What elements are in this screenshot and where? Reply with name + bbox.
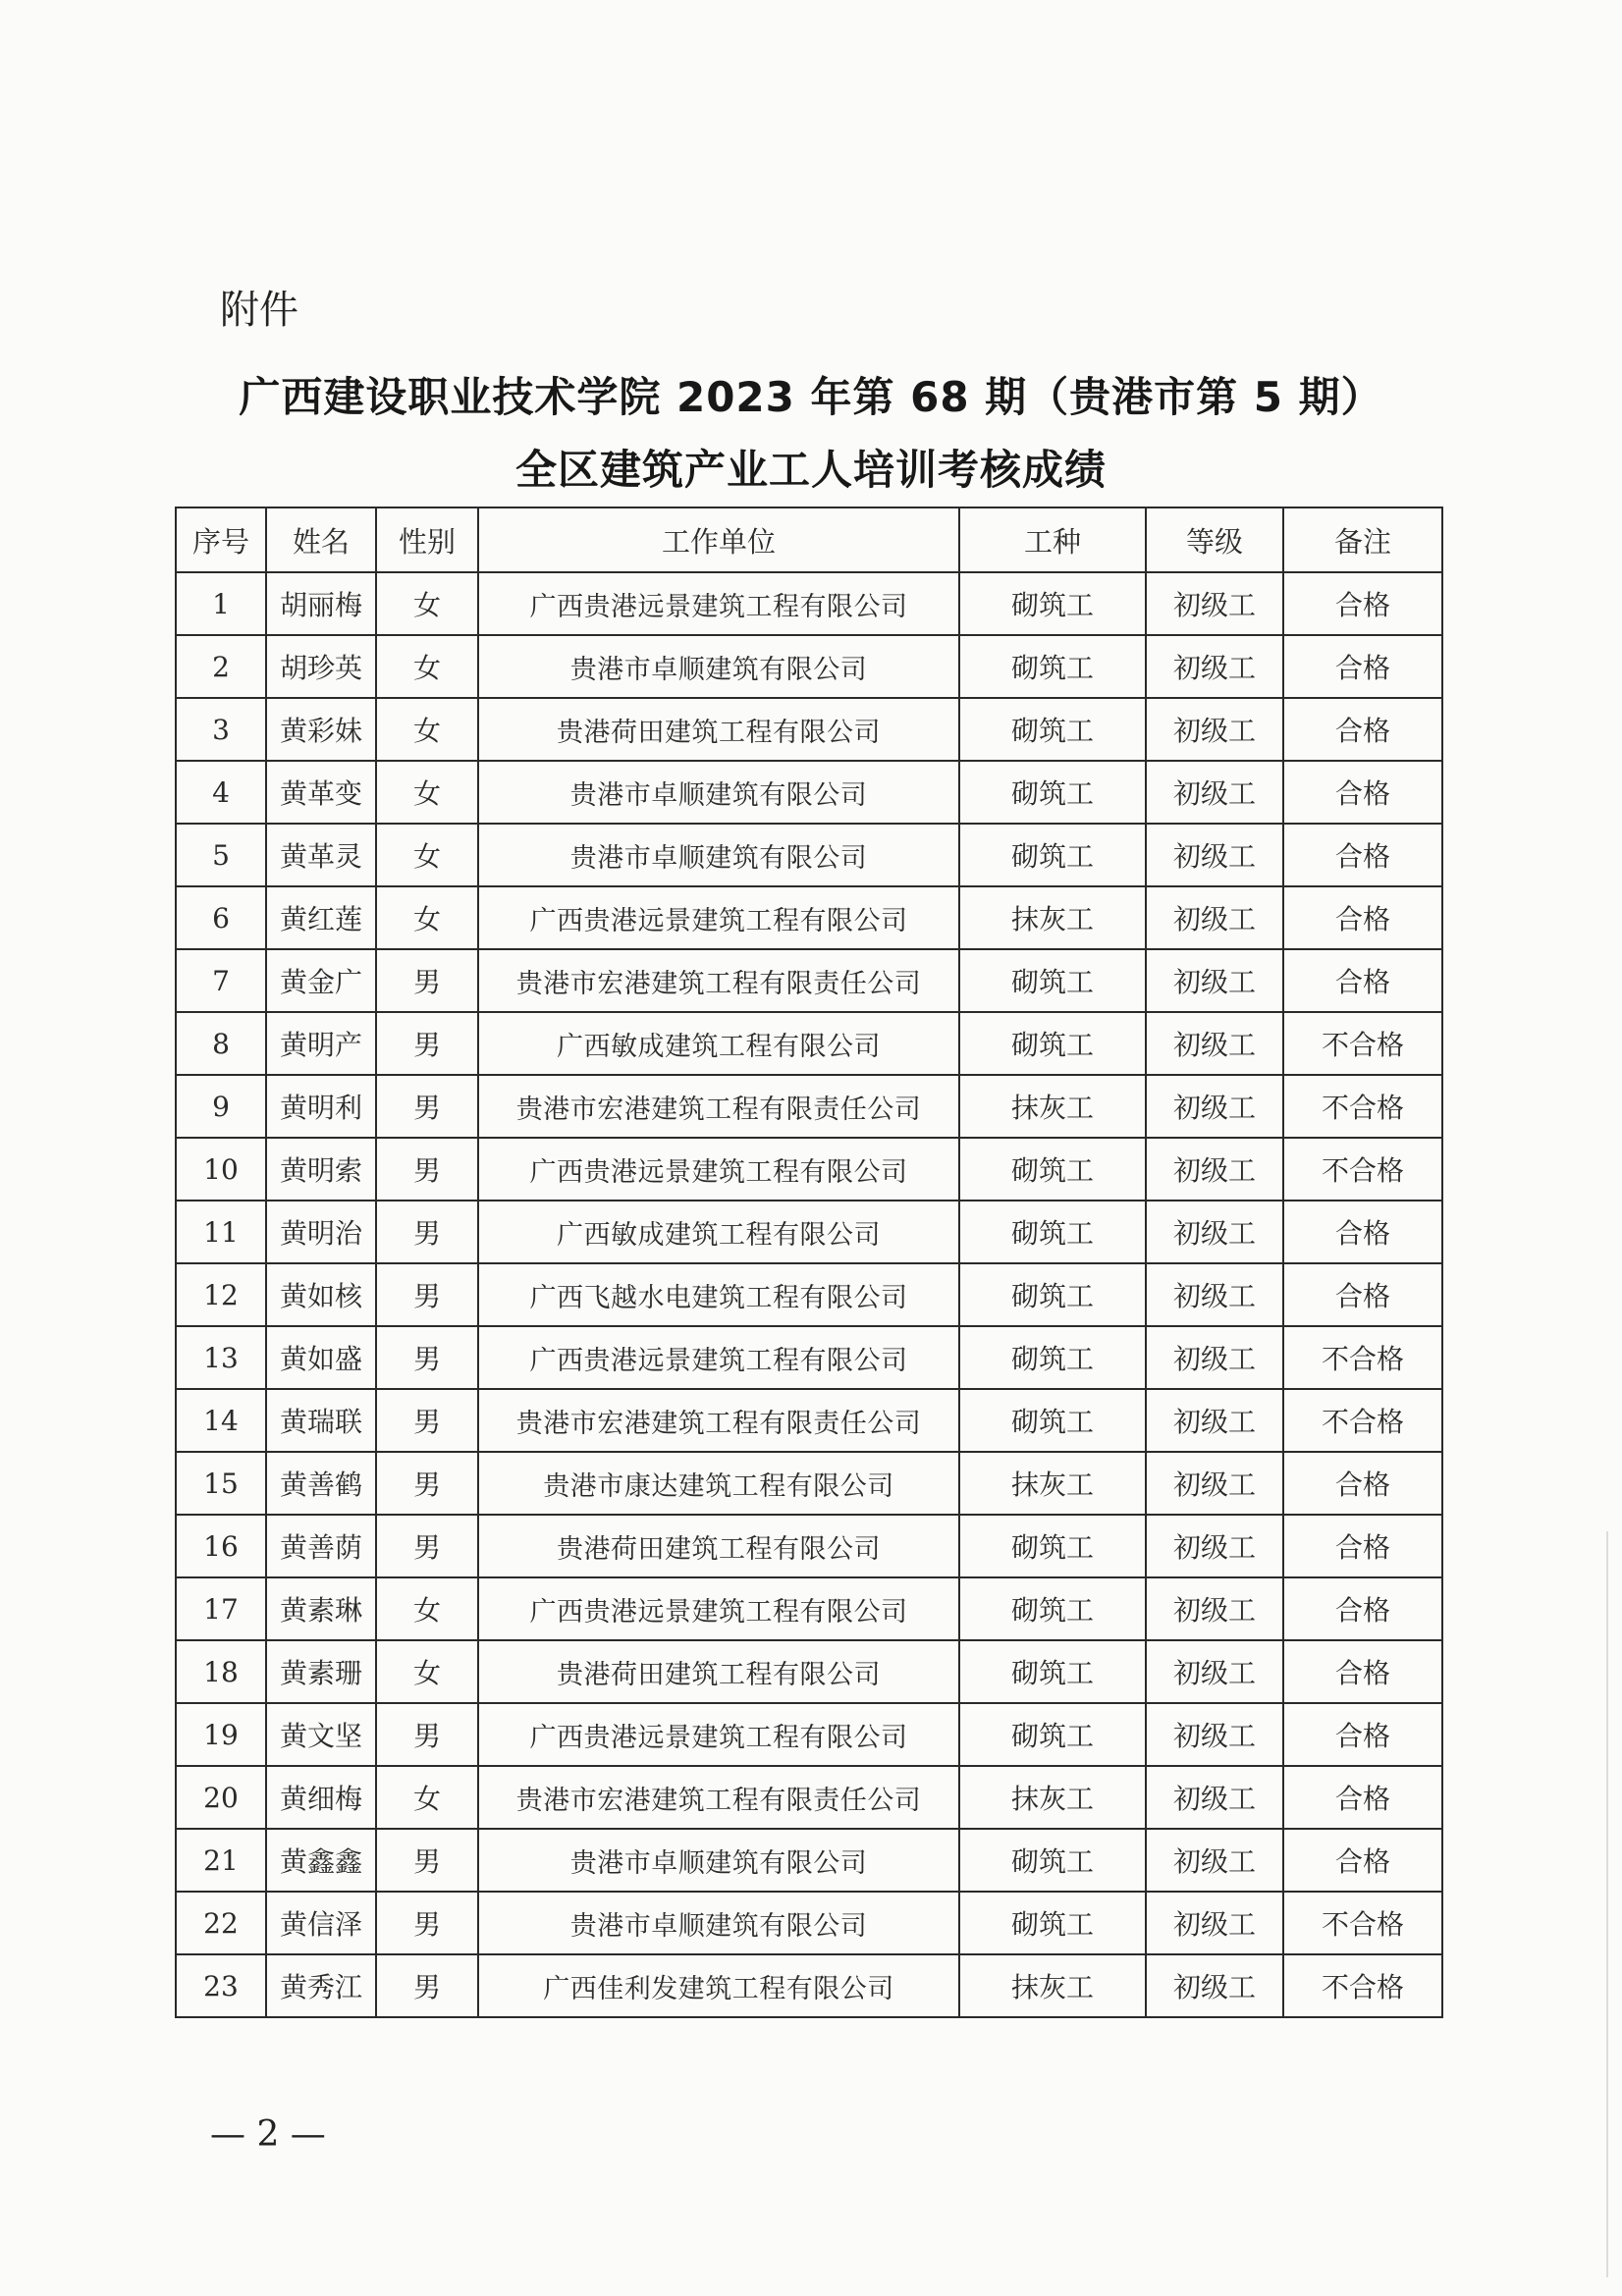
cell-work-unit: 贵港市宏港建筑工程有限责任公司 <box>478 1766 959 1829</box>
cell-index: 23 <box>176 1954 266 2017</box>
table-body <box>176 572 1442 2017</box>
cell-name: 黄革灵 <box>266 824 376 886</box>
cell-level: 初级工 <box>1146 1452 1283 1515</box>
table-row <box>176 1766 1442 1829</box>
cell-remark: 不合格 <box>1283 1389 1442 1452</box>
cell-level: 初级工 <box>1146 1075 1283 1138</box>
score-table <box>175 507 1443 2018</box>
table-row <box>176 1515 1442 1577</box>
cell-level: 初级工 <box>1146 761 1283 824</box>
cell-gender: 男 <box>376 1012 478 1075</box>
cell-remark: 合格 <box>1283 1201 1442 1263</box>
cell-work-unit: 贵港市宏港建筑工程有限责任公司 <box>478 949 959 1012</box>
cell-gender: 男 <box>376 1515 478 1577</box>
cell-level: 初级工 <box>1146 1326 1283 1389</box>
cell-remark: 合格 <box>1283 1515 1442 1577</box>
cell-gender: 男 <box>376 1829 478 1892</box>
cell-name: 胡丽梅 <box>266 572 376 635</box>
cell-work-unit: 贵港荷田建筑工程有限公司 <box>478 1515 959 1577</box>
cell-trade: 砌筑工 <box>959 1263 1146 1326</box>
cell-gender: 男 <box>376 1201 478 1263</box>
table-header-row <box>176 507 1442 572</box>
cell-name: 黄如盛 <box>266 1326 376 1389</box>
cell-trade: 砌筑工 <box>959 1138 1146 1201</box>
cell-index: 19 <box>176 1703 266 1766</box>
cell-trade: 抹灰工 <box>959 1452 1146 1515</box>
table-row <box>176 1138 1442 1201</box>
cell-remark: 合格 <box>1283 635 1442 698</box>
cell-gender: 男 <box>376 949 478 1012</box>
cell-trade: 抹灰工 <box>959 1766 1146 1829</box>
cell-gender: 女 <box>376 1577 478 1640</box>
table-row <box>176 1012 1442 1075</box>
cell-gender: 男 <box>376 1954 478 2017</box>
cell-level: 初级工 <box>1146 1201 1283 1263</box>
cell-trade: 砌筑工 <box>959 1640 1146 1703</box>
cell-gender: 女 <box>376 824 478 886</box>
cell-work-unit: 贵港荷田建筑工程有限公司 <box>478 698 959 761</box>
cell-index: 16 <box>176 1515 266 1577</box>
cell-gender: 男 <box>376 1703 478 1766</box>
cell-remark: 合格 <box>1283 886 1442 949</box>
cell-index: 9 <box>176 1075 266 1138</box>
table-row <box>176 1263 1442 1326</box>
cell-gender: 女 <box>376 572 478 635</box>
cell-name: 黄红莲 <box>266 886 376 949</box>
cell-gender: 女 <box>376 698 478 761</box>
table-row <box>176 1892 1442 1954</box>
cell-name: 黄明索 <box>266 1138 376 1201</box>
cell-work-unit: 贵港市康达建筑工程有限公司 <box>478 1452 959 1515</box>
cell-level: 初级工 <box>1146 886 1283 949</box>
cell-name: 黄如核 <box>266 1263 376 1326</box>
cell-remark: 合格 <box>1283 572 1442 635</box>
cell-level: 初级工 <box>1146 635 1283 698</box>
cell-index: 10 <box>176 1138 266 1201</box>
cell-work-unit: 贵港市宏港建筑工程有限责任公司 <box>478 1075 959 1138</box>
table-row <box>176 824 1442 886</box>
cell-trade: 砌筑工 <box>959 1892 1146 1954</box>
cell-gender: 女 <box>376 1640 478 1703</box>
cell-name: 黄革变 <box>266 761 376 824</box>
cell-trade: 砌筑工 <box>959 1389 1146 1452</box>
cell-gender: 男 <box>376 1075 478 1138</box>
cell-level: 初级工 <box>1146 1012 1283 1075</box>
cell-level: 初级工 <box>1146 1829 1283 1892</box>
cell-trade: 砌筑工 <box>959 949 1146 1012</box>
cell-name: 黄彩妹 <box>266 698 376 761</box>
cell-remark: 不合格 <box>1283 1138 1442 1201</box>
cell-index: 14 <box>176 1389 266 1452</box>
table-row <box>176 949 1442 1012</box>
cell-trade: 砌筑工 <box>959 761 1146 824</box>
cell-name: 黄善鹤 <box>266 1452 376 1515</box>
cell-gender: 女 <box>376 1766 478 1829</box>
cell-remark: 合格 <box>1283 698 1442 761</box>
cell-name: 胡珍英 <box>266 635 376 698</box>
cell-trade: 砌筑工 <box>959 1326 1146 1389</box>
cell-name: 黄善荫 <box>266 1515 376 1577</box>
cell-work-unit: 广西佳利发建筑工程有限公司 <box>478 1954 959 2017</box>
cell-name: 黄秀江 <box>266 1954 376 2017</box>
document-title-line1: 广西建设职业技术学院 2023 年第 68 期（贵港市第 5 期） <box>239 373 1383 421</box>
cell-remark: 不合格 <box>1283 1075 1442 1138</box>
cell-work-unit: 广西飞越水电建筑工程有限公司 <box>478 1263 959 1326</box>
cell-level: 初级工 <box>1146 1389 1283 1452</box>
cell-work-unit: 贵港市宏港建筑工程有限责任公司 <box>478 1389 959 1452</box>
cell-index: 7 <box>176 949 266 1012</box>
cell-remark: 合格 <box>1283 761 1442 824</box>
header-remark: 备注 <box>1283 507 1442 572</box>
cell-remark: 合格 <box>1283 949 1442 1012</box>
cell-level: 初级工 <box>1146 698 1283 761</box>
cell-index: 6 <box>176 886 266 949</box>
table-row <box>176 1201 1442 1263</box>
cell-work-unit: 贵港市卓顺建筑有限公司 <box>478 824 959 886</box>
cell-name: 黄鑫鑫 <box>266 1829 376 1892</box>
cell-remark: 不合格 <box>1283 1892 1442 1954</box>
cell-index: 4 <box>176 761 266 824</box>
table-row <box>176 1075 1442 1138</box>
cell-trade: 砌筑工 <box>959 1829 1146 1892</box>
cell-name: 黄信泽 <box>266 1892 376 1954</box>
table-row <box>176 761 1442 824</box>
cell-remark: 合格 <box>1283 1640 1442 1703</box>
cell-index: 3 <box>176 698 266 761</box>
cell-name: 黄素琳 <box>266 1577 376 1640</box>
cell-level: 初级工 <box>1146 1577 1283 1640</box>
table-row <box>176 1577 1442 1640</box>
cell-remark: 不合格 <box>1283 1326 1442 1389</box>
cell-level: 初级工 <box>1146 1766 1283 1829</box>
header-index: 序号 <box>176 507 266 572</box>
cell-remark: 合格 <box>1283 1452 1442 1515</box>
table-row <box>176 1326 1442 1389</box>
header-gender: 性别 <box>376 507 478 572</box>
cell-index: 21 <box>176 1829 266 1892</box>
cell-trade: 砌筑工 <box>959 635 1146 698</box>
cell-work-unit: 贵港市卓顺建筑有限公司 <box>478 635 959 698</box>
scan-edge-line <box>1606 1531 1608 2277</box>
cell-work-unit: 广西贵港远景建筑工程有限公司 <box>478 1703 959 1766</box>
table-row <box>176 1954 1442 2017</box>
cell-index: 20 <box>176 1766 266 1829</box>
cell-work-unit: 贵港市卓顺建筑有限公司 <box>478 1829 959 1892</box>
cell-level: 初级工 <box>1146 572 1283 635</box>
document-title-line2: 全区建筑产业工人培训考核成绩 <box>514 446 1107 494</box>
cell-trade: 砌筑工 <box>959 1515 1146 1577</box>
cell-work-unit: 广西贵港远景建筑工程有限公司 <box>478 572 959 635</box>
cell-remark: 合格 <box>1283 1703 1442 1766</box>
cell-level: 初级工 <box>1146 1703 1283 1766</box>
page-number: — 2 — <box>210 2114 326 2155</box>
cell-remark: 不合格 <box>1283 1012 1442 1075</box>
cell-work-unit: 广西贵港远景建筑工程有限公司 <box>478 886 959 949</box>
cell-work-unit: 广西贵港远景建筑工程有限公司 <box>478 1577 959 1640</box>
cell-remark: 合格 <box>1283 1766 1442 1829</box>
cell-index: 11 <box>176 1201 266 1263</box>
cell-gender: 男 <box>376 1138 478 1201</box>
cell-index: 17 <box>176 1577 266 1640</box>
cell-index: 22 <box>176 1892 266 1954</box>
table-row <box>176 1703 1442 1766</box>
cell-remark: 合格 <box>1283 1577 1442 1640</box>
cell-index: 15 <box>176 1452 266 1515</box>
cell-work-unit: 贵港市卓顺建筑有限公司 <box>478 761 959 824</box>
cell-trade: 砌筑工 <box>959 1703 1146 1766</box>
cell-level: 初级工 <box>1146 949 1283 1012</box>
cell-name: 黄细梅 <box>266 1766 376 1829</box>
header-trade: 工种 <box>959 507 1146 572</box>
table-row <box>176 1389 1442 1452</box>
cell-name: 黄金广 <box>266 949 376 1012</box>
cell-trade: 砌筑工 <box>959 698 1146 761</box>
cell-work-unit: 广西贵港远景建筑工程有限公司 <box>478 1138 959 1201</box>
cell-index: 12 <box>176 1263 266 1326</box>
cell-name: 黄明产 <box>266 1012 376 1075</box>
header-name: 姓名 <box>266 507 376 572</box>
cell-remark: 合格 <box>1283 824 1442 886</box>
attachment-label: 附件 <box>220 288 298 333</box>
cell-trade: 抹灰工 <box>959 886 1146 949</box>
cell-work-unit: 贵港荷田建筑工程有限公司 <box>478 1640 959 1703</box>
cell-index: 8 <box>176 1012 266 1075</box>
cell-index: 5 <box>176 824 266 886</box>
cell-gender: 男 <box>376 1263 478 1326</box>
cell-trade: 砌筑工 <box>959 572 1146 635</box>
cell-gender: 男 <box>376 1892 478 1954</box>
cell-gender: 女 <box>376 886 478 949</box>
cell-remark: 合格 <box>1283 1263 1442 1326</box>
cell-level: 初级工 <box>1146 824 1283 886</box>
header-work-unit: 工作单位 <box>478 507 959 572</box>
cell-level: 初级工 <box>1146 1138 1283 1201</box>
table-row <box>176 635 1442 698</box>
cell-name: 黄明利 <box>266 1075 376 1138</box>
cell-level: 初级工 <box>1146 1640 1283 1703</box>
cell-remark: 不合格 <box>1283 1954 1442 2017</box>
table-row <box>176 572 1442 635</box>
cell-trade: 砌筑工 <box>959 824 1146 886</box>
cell-gender: 男 <box>376 1326 478 1389</box>
cell-work-unit: 广西贵港远景建筑工程有限公司 <box>478 1326 959 1389</box>
cell-trade: 抹灰工 <box>959 1075 1146 1138</box>
cell-work-unit: 广西敏成建筑工程有限公司 <box>478 1201 959 1263</box>
cell-gender: 男 <box>376 1452 478 1515</box>
cell-name: 黄瑞联 <box>266 1389 376 1452</box>
header-level: 等级 <box>1146 507 1283 572</box>
cell-trade: 砌筑工 <box>959 1201 1146 1263</box>
table-row <box>176 1829 1442 1892</box>
cell-gender: 女 <box>376 761 478 824</box>
cell-work-unit: 贵港市卓顺建筑有限公司 <box>478 1892 959 1954</box>
cell-name: 黄素珊 <box>266 1640 376 1703</box>
cell-gender: 女 <box>376 635 478 698</box>
table-row <box>176 1452 1442 1515</box>
cell-index: 18 <box>176 1640 266 1703</box>
cell-work-unit: 广西敏成建筑工程有限公司 <box>478 1012 959 1075</box>
cell-level: 初级工 <box>1146 1515 1283 1577</box>
cell-trade: 砌筑工 <box>959 1012 1146 1075</box>
cell-name: 黄文坚 <box>266 1703 376 1766</box>
cell-trade: 抹灰工 <box>959 1954 1146 2017</box>
cell-index: 1 <box>176 572 266 635</box>
table-row <box>176 698 1442 761</box>
cell-level: 初级工 <box>1146 1954 1283 2017</box>
cell-remark: 合格 <box>1283 1829 1442 1892</box>
table-row <box>176 886 1442 949</box>
cell-gender: 男 <box>376 1389 478 1452</box>
cell-trade: 砌筑工 <box>959 1577 1146 1640</box>
cell-index: 13 <box>176 1326 266 1389</box>
cell-level: 初级工 <box>1146 1892 1283 1954</box>
cell-index: 2 <box>176 635 266 698</box>
table-row <box>176 1640 1442 1703</box>
cell-level: 初级工 <box>1146 1263 1283 1326</box>
cell-name: 黄明治 <box>266 1201 376 1263</box>
